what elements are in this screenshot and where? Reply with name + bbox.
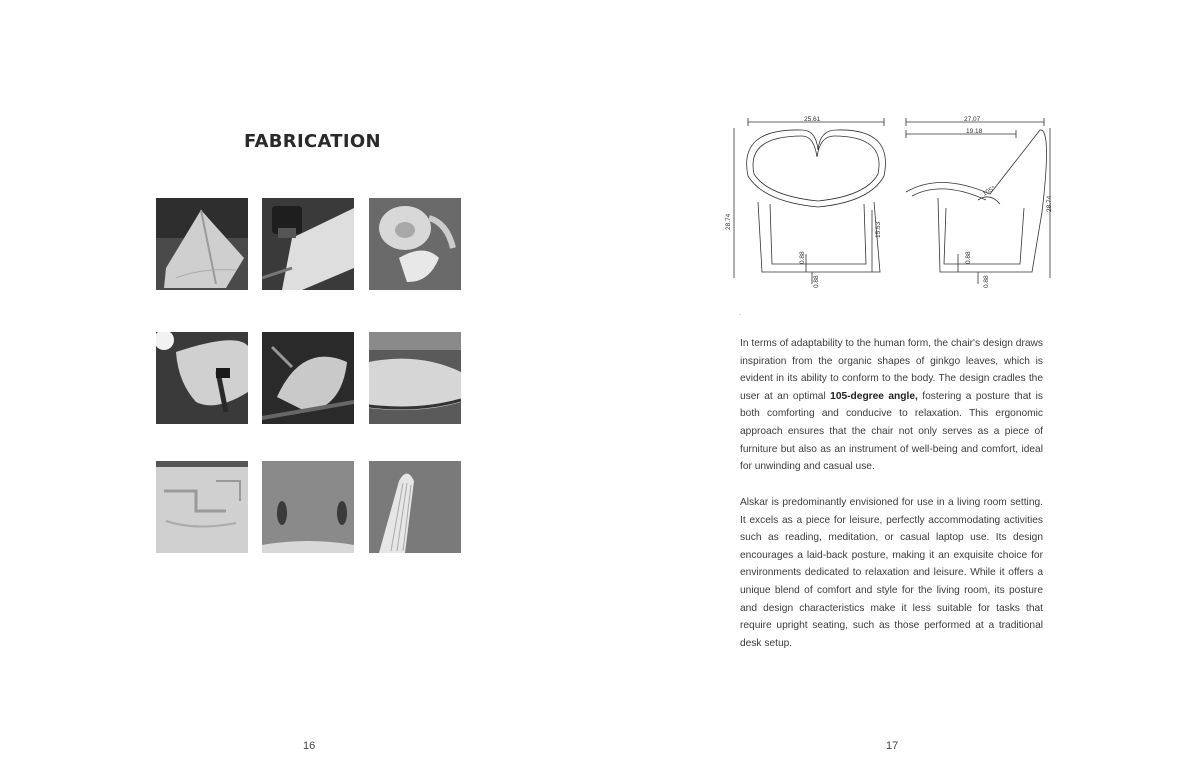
photo-shell-sanding-lit: [156, 332, 248, 424]
section-title: FABRICATION: [244, 131, 381, 152]
stray-mark: .: [739, 308, 742, 317]
photo-slatted-leg-part: [369, 461, 461, 553]
photo-curved-shell-closeup: [369, 332, 461, 424]
page-number-right: 17: [886, 740, 899, 752]
chair-technical-drawing: [720, 112, 1065, 292]
photo-molded-shell-pieces: [369, 198, 461, 290]
photo-jigsaw-cutting-panel: [262, 198, 354, 290]
dim-front-width: 25.61: [804, 116, 821, 123]
dim-seat-height: 15.53: [875, 221, 882, 238]
dim-height-front: 28.74: [725, 213, 732, 230]
photo-fabric-backrest-holes: [262, 461, 354, 553]
page-number-left: 16: [303, 740, 316, 752]
dim-front-base: 0.88: [813, 275, 820, 288]
dim-side-inner-width: 19.18: [966, 128, 983, 135]
photo-shell-on-workbench: [262, 332, 354, 424]
photo-cnc-template-routing: [156, 461, 248, 553]
body-paragraph-1: In terms of adaptability to the human form, the chair's design draws inspiration from the organic shapes of ginkgo leaves, which is evident in its ability to conform to the body. The design cradles the user at an optimal 105-degree angle, fostering a posture that is both comforting and conducive to relaxation. This ergonomic approach ensures that the chair not only serves as a piece of furniture but also as an instrument of well-being and comfort, ideal for unwinding and casual use.: [740, 338, 1043, 473]
dim-front-leg-gap: 0.88: [799, 251, 806, 264]
dim-height-side: 28.74: [1046, 195, 1053, 212]
dim-side-base: 0.88: [983, 275, 990, 288]
photo-foam-wing-shaping: [156, 198, 248, 290]
dim-side-leg-gap: 0.88: [965, 251, 972, 264]
body-paragraph-2: Alskar is predominantly envisioned for use in a living room setting. It excels as a piece for leisure, perfectly accommodating activities such as reading, meditation, or casual laptop use. Its design encourages a laid-back posture, making it an exquisite choice for environments dedicated to relaxation and leisure. While it offers a unique blend of comfort and style for the living room, its posture and design characteristics make it less suitable for tasks that require upright seating, such as those performed at a traditional desk setup.: [740, 497, 1043, 649]
dim-angle: 105°: [981, 184, 997, 198]
highlight-angle: 105-degree angle,: [830, 390, 918, 402]
dim-side-width: 27.07: [964, 116, 981, 123]
